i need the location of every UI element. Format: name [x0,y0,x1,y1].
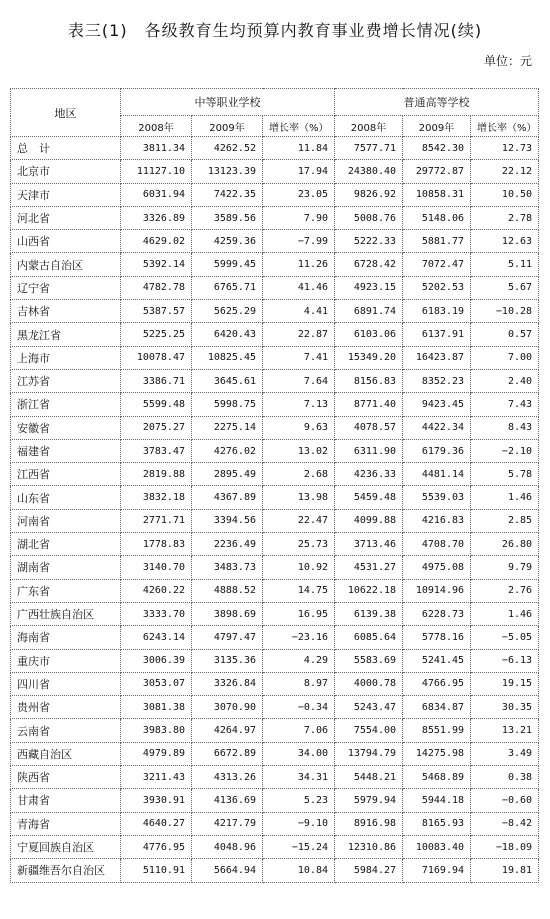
value-cell: 2819.88 [121,463,192,486]
value-cell: 5110.91 [121,859,192,882]
value-cell: 4367.89 [192,486,263,509]
table-row [11,416,539,439]
value-cell: 6891.74 [335,300,403,323]
value-cell: 4923.15 [335,276,403,299]
table-row [11,230,539,253]
value-cell: 6228.73 [403,602,471,625]
value-cell: 4888.52 [192,579,263,602]
value-cell: 4979.89 [121,742,192,765]
value-cell: 3333.70 [121,602,192,625]
table-row [11,859,539,882]
region-cell: 吉林省 [11,300,121,323]
value-cell: 5984.27 [335,859,403,882]
value-cell: 4313.26 [192,766,263,789]
region-cell: 西藏自治区 [11,742,121,765]
value-cell: 10083.40 [403,835,471,858]
value-cell: 10.50 [471,183,539,206]
value-cell: −9.10 [263,812,335,835]
table-row [11,463,539,486]
value-cell: 4422.34 [403,416,471,439]
value-cell: 6834.87 [403,696,471,719]
value-cell: 4260.22 [121,579,192,602]
value-cell: 11.84 [263,137,335,160]
value-cell: 6728.42 [335,253,403,276]
value-cell: −15.24 [263,835,335,858]
value-cell: 6672.89 [192,742,263,765]
value-cell: 5.11 [471,253,539,276]
value-cell: 4262.52 [192,137,263,160]
value-cell: 3326.89 [121,206,192,229]
value-cell: 3006.39 [121,649,192,672]
value-cell: 13.02 [263,439,335,462]
value-cell: 7.13 [263,393,335,416]
region-cell: 北京市 [11,160,121,183]
value-cell: −0.34 [263,696,335,719]
region-cell: 广东省 [11,579,121,602]
value-cell: 10.84 [263,859,335,882]
value-cell: 16.95 [263,602,335,625]
region-cell: 浙江省 [11,393,121,416]
col-header: 2008年 [335,116,403,137]
value-cell: 3645.61 [192,369,263,392]
unit-label: 单位：元 [483,54,532,68]
value-cell: 5625.29 [192,300,263,323]
value-cell: −0.60 [471,789,539,812]
value-cell: 10914.96 [403,579,471,602]
value-cell: −2.10 [471,439,539,462]
value-cell: 10078.47 [121,346,192,369]
col-header: 增长率（%） [263,116,335,137]
group-header-higher-ed: 普通高等学校 [335,89,539,116]
value-cell: 1778.83 [121,533,192,556]
table-row [11,393,539,416]
table-row [11,696,539,719]
value-cell: 3140.70 [121,556,192,579]
value-cell: 4708.70 [403,533,471,556]
region-cell: 陕西省 [11,766,121,789]
value-cell: 3070.90 [192,696,263,719]
table-row [11,789,539,812]
value-cell: 2.40 [471,369,539,392]
table-row [11,579,539,602]
value-cell: 2895.49 [192,463,263,486]
value-cell: 9.79 [471,556,539,579]
value-cell: 10825.45 [192,346,263,369]
table-row [11,649,539,672]
value-cell: 2.78 [471,206,539,229]
table-row [11,509,539,532]
value-cell: 4259.36 [192,230,263,253]
region-cell: 四川省 [11,672,121,695]
value-cell: 16423.87 [403,346,471,369]
value-cell: 1.46 [471,486,539,509]
value-cell: 8542.30 [403,137,471,160]
table-row [11,742,539,765]
value-cell: 13123.39 [192,160,263,183]
value-cell: 8156.83 [335,369,403,392]
value-cell: 5148.06 [403,206,471,229]
value-cell: −18.09 [471,835,539,858]
region-cell: 重庆市 [11,649,121,672]
region-cell: 上海市 [11,346,121,369]
value-cell: 3589.56 [192,206,263,229]
table-row [11,323,539,346]
region-cell: 内蒙古自治区 [11,253,121,276]
table-row [11,253,539,276]
value-cell: 14275.98 [403,742,471,765]
value-cell: 3811.34 [121,137,192,160]
value-cell: 30.35 [471,696,539,719]
region-cell: 福建省 [11,439,121,462]
value-cell: 3930.91 [121,789,192,812]
value-cell: 26.80 [471,533,539,556]
region-cell: 安徽省 [11,416,121,439]
value-cell: 5.23 [263,789,335,812]
value-cell: 3713.46 [335,533,403,556]
value-cell: 3386.71 [121,369,192,392]
region-cell: 宁夏回族自治区 [11,835,121,858]
value-cell: 4236.33 [335,463,403,486]
value-cell: 4217.79 [192,812,263,835]
value-cell: 7.64 [263,369,335,392]
value-cell: 4078.57 [335,416,403,439]
value-cell: 4099.88 [335,509,403,532]
region-cell: 湖南省 [11,556,121,579]
value-cell: 4797.47 [192,626,263,649]
value-cell: 34.31 [263,766,335,789]
table-row [11,206,539,229]
value-cell: 4048.96 [192,835,263,858]
value-cell: 5778.16 [403,626,471,649]
value-cell: 14.75 [263,579,335,602]
value-cell: 6137.91 [403,323,471,346]
value-cell: 4.29 [263,649,335,672]
region-cell: 河北省 [11,206,121,229]
value-cell: 10.92 [263,556,335,579]
value-cell: 5.67 [471,276,539,299]
value-cell: 3898.69 [192,602,263,625]
value-cell: 13.98 [263,486,335,509]
region-cell: 云南省 [11,719,121,742]
value-cell: 5008.76 [335,206,403,229]
region-cell: 辽宁省 [11,276,121,299]
value-cell: 4975.08 [403,556,471,579]
value-cell: 34.00 [263,742,335,765]
value-cell: 10858.31 [403,183,471,206]
table-row [11,346,539,369]
value-cell: 9.63 [263,416,335,439]
value-cell: 5448.21 [335,766,403,789]
table-row [11,369,539,392]
value-cell: 7.41 [263,346,335,369]
col-header: 2009年 [403,116,471,137]
table-row [11,812,539,835]
region-cell: 天津市 [11,183,121,206]
value-cell: 22.12 [471,160,539,183]
value-cell: 25.73 [263,533,335,556]
value-cell: 6139.38 [335,602,403,625]
value-cell: 5468.89 [403,766,471,789]
value-cell: 19.81 [471,859,539,882]
value-cell: 5243.47 [335,696,403,719]
value-cell: 3081.38 [121,696,192,719]
value-cell: 15349.20 [335,346,403,369]
table-row [11,486,539,509]
value-cell: 17.94 [263,160,335,183]
region-cell: 山西省 [11,230,121,253]
region-header: 地区 [11,89,121,137]
value-cell: 2.85 [471,509,539,532]
value-cell: 3.49 [471,742,539,765]
value-cell: 4776.95 [121,835,192,858]
value-cell: −7.99 [263,230,335,253]
value-cell: 8.43 [471,416,539,439]
value-cell: 5599.48 [121,393,192,416]
value-cell: 5979.94 [335,789,403,812]
value-cell: 6031.94 [121,183,192,206]
region-cell: 江苏省 [11,369,121,392]
value-cell: 4766.95 [403,672,471,695]
value-cell: 5999.45 [192,253,263,276]
value-cell: 6085.64 [335,626,403,649]
value-cell: 2236.49 [192,533,263,556]
value-cell: 41.46 [263,276,335,299]
value-cell: −6.13 [471,649,539,672]
value-cell: 5664.94 [192,859,263,882]
value-cell: 7422.35 [192,183,263,206]
value-cell: 9423.45 [403,393,471,416]
value-cell: 8551.99 [403,719,471,742]
region-cell: 总 计 [11,137,121,160]
value-cell: 0.38 [471,766,539,789]
value-cell: 5998.75 [192,393,263,416]
region-cell: 湖北省 [11,533,121,556]
value-cell: 4629.02 [121,230,192,253]
region-cell: 河南省 [11,509,121,532]
value-cell: 8352.23 [403,369,471,392]
value-cell: 12310.86 [335,835,403,858]
value-cell: 3783.47 [121,439,192,462]
value-cell: 13794.79 [335,742,403,765]
value-cell: 3326.84 [192,672,263,695]
value-cell: 4531.27 [335,556,403,579]
region-cell: 青海省 [11,812,121,835]
table-row [11,602,539,625]
value-cell: 7.00 [471,346,539,369]
table-row [11,719,539,742]
value-cell: −8.42 [471,812,539,835]
value-cell: 4000.78 [335,672,403,695]
table-row [11,835,539,858]
value-cell: 7.06 [263,719,335,742]
header-row [11,89,539,116]
value-cell: 4481.14 [403,463,471,486]
value-cell: 5944.18 [403,789,471,812]
value-cell: 13.21 [471,719,539,742]
value-cell: 23.05 [263,183,335,206]
value-cell: 6420.43 [192,323,263,346]
value-cell: 3832.18 [121,486,192,509]
value-cell: 5459.48 [335,486,403,509]
value-cell: 2075.27 [121,416,192,439]
value-cell: 3394.56 [192,509,263,532]
value-cell: 5222.33 [335,230,403,253]
table-row [11,183,539,206]
value-cell: 5387.57 [121,300,192,323]
value-cell: 5583.69 [335,649,403,672]
value-cell: 6765.71 [192,276,263,299]
table-row [11,137,539,160]
value-cell: 4136.69 [192,789,263,812]
value-cell: 2.68 [263,463,335,486]
table-row [11,766,539,789]
region-cell: 甘肃省 [11,789,121,812]
value-cell: 4.41 [263,300,335,323]
col-header: 增长率（%） [471,116,539,137]
value-cell: 22.47 [263,509,335,532]
value-cell: 2771.71 [121,509,192,532]
value-cell: 12.73 [471,137,539,160]
value-cell: 11.26 [263,253,335,276]
value-cell: 6183.19 [403,300,471,323]
region-cell: 山东省 [11,486,121,509]
value-cell: 4276.02 [192,439,263,462]
value-cell: 12.63 [471,230,539,253]
table-row [11,626,539,649]
value-cell: 3135.36 [192,649,263,672]
value-cell: 2.76 [471,579,539,602]
value-cell: −23.16 [263,626,335,649]
value-cell: 4264.97 [192,719,263,742]
value-cell: −5.05 [471,626,539,649]
table-row [11,300,539,323]
value-cell: 4216.83 [403,509,471,532]
region-cell: 广西壮族自治区 [11,602,121,625]
value-cell: 2275.14 [192,416,263,439]
value-cell: 4782.78 [121,276,192,299]
value-cell: 0.57 [471,323,539,346]
value-cell: 7169.94 [403,859,471,882]
value-cell: 7.90 [263,206,335,229]
value-cell: 3983.80 [121,719,192,742]
value-cell: 3211.43 [121,766,192,789]
value-cell: 8.97 [263,672,335,695]
value-cell: 7.43 [471,393,539,416]
value-cell: 7072.47 [403,253,471,276]
value-cell: 5202.53 [403,276,471,299]
value-cell: 8771.40 [335,393,403,416]
value-cell: 6103.06 [335,323,403,346]
region-cell: 新疆维吾尔自治区 [11,859,121,882]
value-cell: 11127.10 [121,160,192,183]
value-cell: 5392.14 [121,253,192,276]
value-cell: 29772.87 [403,160,471,183]
region-cell: 黑龙江省 [11,323,121,346]
value-cell: 1.46 [471,602,539,625]
region-cell: 海南省 [11,626,121,649]
value-cell: 24380.40 [335,160,403,183]
table-row [11,276,539,299]
value-cell: 9826.92 [335,183,403,206]
data-table [10,88,539,883]
value-cell: 6311.90 [335,439,403,462]
value-cell: 5539.03 [403,486,471,509]
value-cell: 7577.71 [335,137,403,160]
value-cell: 19.15 [471,672,539,695]
value-cell: 8165.93 [403,812,471,835]
table-row [11,439,539,462]
group-header-vocational: 中等职业学校 [121,89,335,116]
table-row [11,533,539,556]
value-cell: 8916.98 [335,812,403,835]
value-cell: −10.28 [471,300,539,323]
value-cell: 7554.00 [335,719,403,742]
value-cell: 22.87 [263,323,335,346]
table-body [11,137,539,883]
value-cell: 5241.45 [403,649,471,672]
col-header: 2009年 [192,116,263,137]
region-cell: 江西省 [11,463,121,486]
col-header: 2008年 [121,116,192,137]
value-cell: 10622.18 [335,579,403,602]
table-row [11,556,539,579]
value-cell: 6243.14 [121,626,192,649]
value-cell: 6179.36 [403,439,471,462]
value-cell: 5225.25 [121,323,192,346]
value-cell: 3053.07 [121,672,192,695]
value-cell: 3483.73 [192,556,263,579]
region-cell: 贵州省 [11,696,121,719]
value-cell: 4640.27 [121,812,192,835]
value-cell: 5.78 [471,463,539,486]
table-row [11,672,539,695]
table-row [11,160,539,183]
page-title: 表三(1) 各级教育生均预算内教育事业费增长情况(续) [67,21,483,40]
value-cell: 5881.77 [403,230,471,253]
